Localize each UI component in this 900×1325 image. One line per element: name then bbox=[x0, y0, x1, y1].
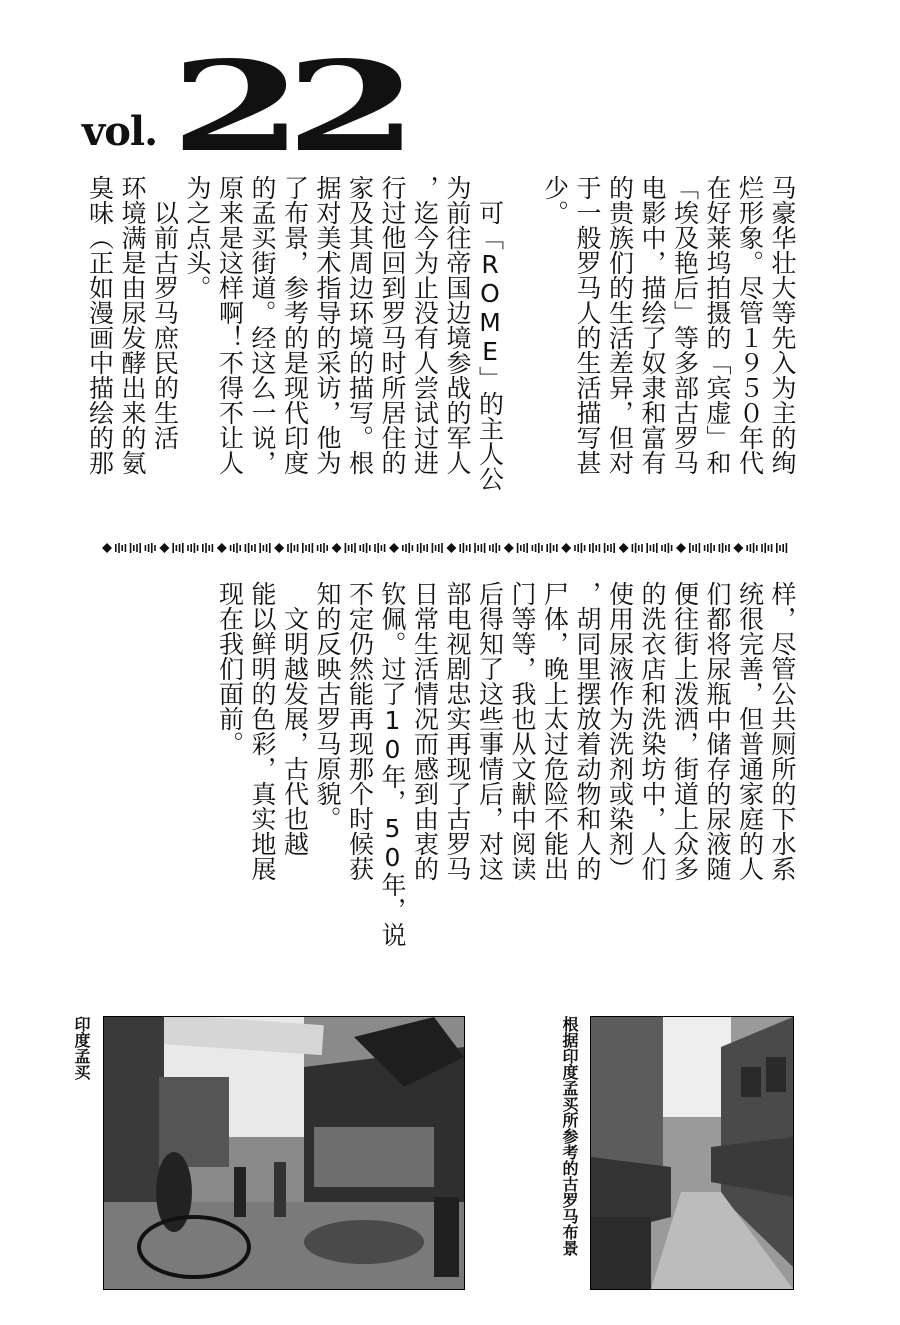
divider-tick bbox=[118, 543, 120, 553]
divider-tick bbox=[348, 545, 350, 551]
divider-tick bbox=[635, 543, 637, 553]
divider-tick bbox=[661, 545, 663, 551]
text-column: 少。 bbox=[540, 175, 570, 225]
divider-diamond bbox=[159, 543, 169, 553]
divider-tick bbox=[377, 543, 379, 553]
divider-tick bbox=[179, 544, 181, 552]
divider-diamond bbox=[504, 543, 514, 553]
divider-tick bbox=[638, 545, 640, 551]
divider-diamond bbox=[561, 543, 571, 553]
divider-tick bbox=[212, 544, 214, 552]
text-column: 马豪华壮大等先入为主的绚 bbox=[768, 175, 797, 475]
divider-tick bbox=[287, 544, 289, 552]
divider-tick bbox=[326, 545, 328, 551]
divider-diamond bbox=[389, 543, 399, 553]
divider-tick bbox=[408, 543, 410, 553]
divider-tick bbox=[474, 543, 476, 553]
text-column: 以前古罗马庶民的生活 bbox=[150, 175, 180, 450]
divider-tick bbox=[205, 543, 207, 553]
divider-tick bbox=[753, 543, 755, 553]
divider-tick bbox=[592, 543, 594, 553]
ornamental-divider bbox=[98, 539, 790, 557]
text-column: 烂形象。尽管１９５０年代 bbox=[735, 175, 765, 475]
divider-tick bbox=[532, 545, 534, 551]
divider-tick bbox=[699, 543, 701, 553]
divider-tick bbox=[646, 543, 648, 553]
divider-diamond bbox=[676, 543, 686, 553]
text-column: ，迄今为止没有人尝试过进 bbox=[410, 175, 440, 475]
divider-tick bbox=[599, 544, 601, 552]
divider-tick bbox=[441, 543, 443, 553]
divider-tick bbox=[259, 543, 261, 553]
divider-tick bbox=[484, 543, 486, 553]
divider-tick bbox=[581, 543, 583, 553]
divider-tick bbox=[423, 545, 425, 551]
divider-tick bbox=[632, 544, 634, 552]
divider-tick bbox=[432, 543, 434, 553]
divider-tick bbox=[656, 543, 658, 553]
text-column: 尸体，晚上太过危险不能出 bbox=[540, 581, 570, 881]
divider-tick bbox=[381, 545, 383, 551]
divider-tick bbox=[463, 543, 465, 553]
divider-diamond bbox=[102, 543, 112, 553]
divider-tick bbox=[345, 543, 347, 553]
text-column: 使用尿液作为洗剂或染剂） bbox=[605, 581, 635, 881]
divider-tick bbox=[466, 545, 468, 551]
divider-tick bbox=[139, 543, 141, 553]
divider-tick bbox=[786, 543, 788, 553]
divider-tick bbox=[577, 544, 579, 552]
text-column: 据对美术指导的采访，他为 bbox=[313, 175, 342, 475]
divider-tick bbox=[245, 544, 247, 552]
divider-tick bbox=[130, 543, 132, 553]
divider-tick bbox=[469, 544, 471, 552]
divider-tick bbox=[402, 545, 404, 551]
divider-tick bbox=[707, 544, 709, 552]
divider-diamond bbox=[274, 543, 284, 553]
divider-tick bbox=[517, 543, 519, 553]
divider-tick bbox=[574, 545, 576, 551]
divider-tick bbox=[366, 543, 368, 553]
text-column: 统很完善，但普通家庭的人 bbox=[735, 581, 765, 881]
divider-tick bbox=[197, 545, 199, 551]
divider-tick bbox=[305, 545, 307, 551]
divider-tick bbox=[251, 545, 253, 551]
set-photo-graphic bbox=[591, 1017, 793, 1289]
divider-tick bbox=[541, 545, 543, 551]
divider-tick bbox=[302, 543, 304, 553]
photo-rome-set bbox=[590, 1016, 794, 1290]
divider-tick bbox=[664, 544, 666, 552]
divider-diamond bbox=[619, 543, 629, 553]
divider-tick bbox=[125, 544, 127, 552]
divider-tick bbox=[495, 543, 497, 553]
divider-diamond bbox=[217, 543, 227, 553]
text-column: 可「ROME」的主人公 bbox=[475, 175, 505, 491]
divider-tick bbox=[420, 543, 422, 553]
text-column: 钦佩。过了10年，50年，说 bbox=[378, 581, 407, 947]
text-column: 「埃及艳后」等多部古罗马 bbox=[670, 175, 700, 475]
divider-tick bbox=[641, 544, 643, 552]
divider-tick bbox=[668, 543, 670, 553]
divider-tick bbox=[115, 544, 117, 552]
divider-tick bbox=[317, 545, 319, 551]
divider-tick bbox=[595, 545, 597, 551]
divider-tick bbox=[384, 544, 386, 552]
text-column: 后得知了这些事情后，对这 bbox=[475, 581, 505, 881]
divider-tick bbox=[312, 543, 314, 553]
divider-tick bbox=[526, 543, 528, 553]
divider-tick bbox=[771, 544, 773, 552]
divider-tick bbox=[750, 544, 752, 552]
divider-tick bbox=[426, 544, 428, 552]
divider-tick bbox=[477, 545, 479, 551]
text-column: 家及其周边环境的描写。根 bbox=[345, 175, 375, 475]
divider-tick bbox=[230, 545, 232, 551]
divider-tick bbox=[713, 545, 715, 551]
photo-left-caption: 印度孟买 bbox=[72, 1016, 91, 1080]
text-column: 为前往帝国边境参战的军人 bbox=[443, 175, 472, 475]
divider-tick bbox=[607, 545, 609, 551]
divider-tick bbox=[550, 543, 552, 553]
divider-tick bbox=[520, 545, 522, 551]
divider-tick bbox=[359, 545, 361, 551]
divider-tick bbox=[584, 545, 586, 551]
divider-tick bbox=[710, 543, 712, 553]
divider-tick bbox=[363, 544, 365, 552]
text-column: 的贵族们的生活差异，但对 bbox=[605, 175, 635, 475]
divider-tick bbox=[412, 545, 414, 551]
text-column: 臭味（正如漫画中描绘的那 bbox=[85, 175, 115, 475]
divider-tick bbox=[145, 545, 147, 551]
divider-tick bbox=[290, 543, 292, 553]
text-column: 现在我们面前。 bbox=[215, 581, 245, 756]
vol-number: 22 bbox=[170, 35, 401, 180]
divider-tick bbox=[499, 545, 501, 551]
text-column: 部电视剧忠实再现了古罗马 bbox=[443, 581, 472, 881]
divider-tick bbox=[553, 545, 555, 551]
divider-tick bbox=[782, 544, 784, 552]
divider-tick bbox=[610, 544, 612, 552]
divider-tick bbox=[121, 545, 123, 551]
divider-tick bbox=[604, 543, 606, 553]
divider-tick bbox=[233, 544, 235, 552]
divider-diamond bbox=[446, 543, 456, 553]
divider-tick bbox=[481, 544, 483, 552]
divider-tick bbox=[182, 543, 184, 553]
divider-tick bbox=[133, 545, 135, 551]
divider-tick bbox=[535, 544, 537, 552]
divider-tick bbox=[194, 543, 196, 553]
divider-tick bbox=[671, 545, 673, 551]
divider-tick bbox=[692, 545, 694, 551]
divider-tick bbox=[695, 544, 697, 552]
divider-tick bbox=[650, 545, 652, 551]
divider-tick bbox=[761, 544, 763, 552]
divider-diamond bbox=[733, 543, 743, 553]
text-column: 原来是这样啊！不得不让人 bbox=[215, 175, 245, 475]
text-column: 在好莱坞拍摄的「宾虚」和 bbox=[703, 175, 732, 475]
text-column: 便往街上泼洒，街道上众多 bbox=[670, 581, 700, 881]
divider-tick bbox=[492, 544, 494, 552]
text-column: 知的反映古罗马原貌。 bbox=[313, 581, 342, 831]
divider-tick bbox=[354, 543, 356, 553]
photo-right-caption: 根据印度孟买所参考的古罗马布景 bbox=[560, 1016, 579, 1256]
divider-tick bbox=[369, 545, 371, 551]
divider-tick bbox=[776, 543, 778, 553]
divider-tick bbox=[764, 543, 766, 553]
text-column: 为之点头。 bbox=[183, 175, 212, 300]
text-column: 于一般罗马人的生活描写甚 bbox=[573, 175, 602, 475]
divider-tick bbox=[239, 545, 241, 551]
volume-header bbox=[82, 35, 462, 180]
text-column: 日常生活情况而感到由衷的 bbox=[410, 581, 440, 881]
text-column: 的孟买街道。经这么一说， bbox=[248, 175, 277, 475]
photo-mumbai-street bbox=[103, 1016, 465, 1290]
divider-tick bbox=[435, 545, 437, 551]
divider-tick bbox=[728, 544, 730, 552]
text-column: 门等等，我也从文献中阅读 bbox=[508, 581, 537, 881]
divider-tick bbox=[438, 544, 440, 552]
text-column: 能以鲜明的色彩，真实地展 bbox=[248, 581, 277, 881]
text-column: 们都将尿瓶中储存的尿液随 bbox=[703, 581, 732, 881]
text-column: 不定仍然能再现那个时候获 bbox=[345, 581, 375, 881]
divider-tick bbox=[725, 545, 727, 551]
divider-tick bbox=[459, 544, 461, 552]
divider-tick bbox=[489, 545, 491, 551]
vol-label: vol. bbox=[82, 108, 158, 155]
text-column: 了布景，参考的是现代印度 bbox=[280, 175, 310, 475]
divider-tick bbox=[308, 544, 310, 552]
divider-tick bbox=[323, 543, 325, 553]
divider-tick bbox=[266, 544, 268, 552]
divider-tick bbox=[187, 545, 189, 551]
divider-tick bbox=[704, 545, 706, 551]
divider-tick bbox=[351, 544, 353, 552]
divider-diamond bbox=[332, 543, 342, 553]
divider-tick bbox=[248, 543, 250, 553]
divider-tick bbox=[556, 544, 558, 552]
text-column: ，胡同里摆放着动物和人的 bbox=[573, 581, 602, 881]
divider-tick bbox=[208, 545, 210, 551]
divider-tick bbox=[148, 544, 150, 552]
divider-tick bbox=[269, 543, 271, 553]
divider-tick bbox=[202, 544, 204, 552]
divider-tick bbox=[405, 544, 407, 552]
divider-tick bbox=[719, 544, 721, 552]
divider-tick bbox=[190, 544, 192, 552]
text-column: 的洗衣店和洗染坊中，人们 bbox=[638, 581, 667, 881]
divider-tick bbox=[263, 545, 265, 551]
divider-tick bbox=[320, 544, 322, 552]
divider-tick bbox=[768, 545, 770, 551]
text-column: 行过他回到罗马时所居住的 bbox=[378, 175, 407, 475]
divider-tick bbox=[176, 545, 178, 551]
divider-tick bbox=[136, 544, 138, 552]
divider-tick bbox=[236, 543, 238, 553]
text-column: 样，尽管公共厕所的下水系 bbox=[768, 581, 797, 881]
divider-tick bbox=[756, 545, 758, 551]
divider-tick bbox=[613, 543, 615, 553]
divider-tick bbox=[689, 543, 691, 553]
divider-tick bbox=[589, 544, 591, 552]
divider-tick bbox=[374, 544, 376, 552]
street-photo-graphic bbox=[104, 1017, 464, 1289]
text-column: 文明越发展，古代也越 bbox=[280, 581, 310, 856]
divider-tick bbox=[417, 544, 419, 552]
divider-tick bbox=[779, 545, 781, 551]
divider-tick bbox=[151, 543, 153, 553]
divider-tick bbox=[172, 543, 174, 553]
divider-tick bbox=[546, 544, 548, 552]
text-column: 环境满是由尿发酵出来的氨 bbox=[118, 175, 147, 475]
divider-tick bbox=[746, 545, 748, 551]
text-column: 电影中，描绘了奴隶和富有 bbox=[638, 175, 667, 475]
divider-tick bbox=[297, 544, 299, 552]
divider-tick bbox=[154, 545, 156, 551]
divider-tick bbox=[653, 544, 655, 552]
divider-tick bbox=[523, 544, 525, 552]
divider-tick bbox=[538, 543, 540, 553]
divider-tick bbox=[294, 545, 296, 551]
divider-tick bbox=[254, 544, 256, 552]
divider-tick bbox=[722, 543, 724, 553]
